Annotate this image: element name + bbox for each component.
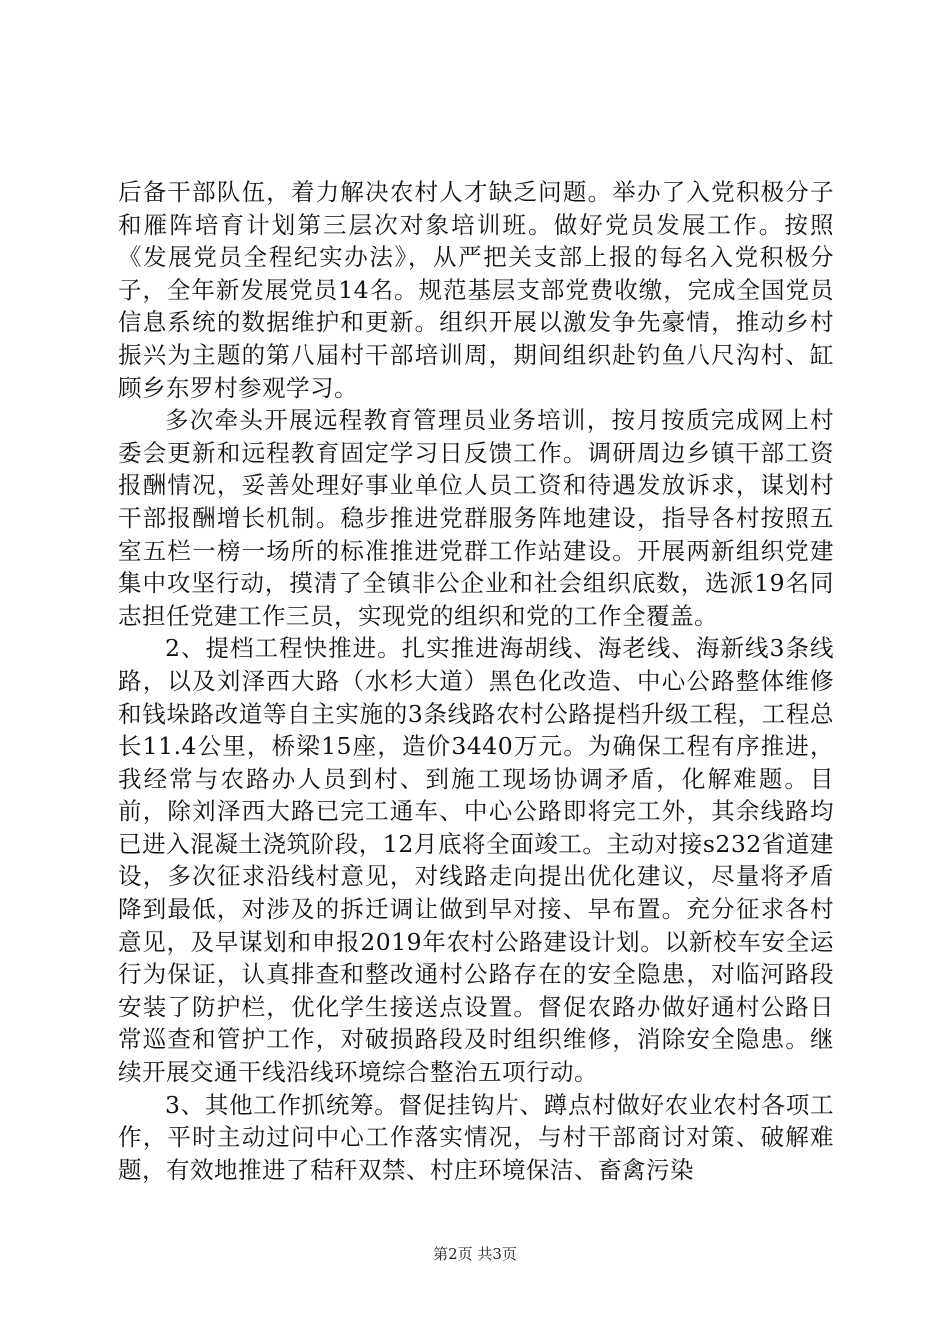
document-body	[118, 176, 834, 1186]
paragraph-3: 2、提档工程快推进。扎实推进海胡线、海老线、海新线3条线路，以及刘泽西大路（水杉大道）黑色化改造、中心公路整体维修和钱垛路改道等自主实施的3条线路农村公路提档升级工程，工程总长11.4公里，桥梁15座，造价3440万元。为确保工程有序推进，我经常与农路办人员到村、到施工现场协调矛盾，化解难题。目前，除刘泽西大路已完工通车、中心公路即将完工外，其余线路均已进入混凝土浇筑阶段，12月底将全面竣工。主动对接s232省道建设，多次征求沿线村意见，对线路走向提出优化建议，尽量将矛盾降到最低，对涉及的拆迁调让做到早对接、早布置。充分征求各村意见，及早谋划和申报2019年农村公路建设计划。以新校车安全运行为保证，认真排查和整改通村公路存在的安全隐患，对临河路段安装了防护栏，优化学生接送点设置。督促农路办做好通村公路日常巡查和管护工作，对破损路段及时组织维修，消除安全隐患。继续开展交通干线沿线环境综合整治五项行动。	[118, 634, 834, 1087]
paragraph-2: 多次牵头开展远程教育管理员业务培训，按月按质完成网上村委会更新和远程教育固定学习日反馈工作。调研周边乡镇干部工资报酬情况，妥善处理好事业单位人员工资和待遇发放诉求，谋划村干部报酬增长机制。稳步推进党群服务阵地建设，指导各村按照五室五栏一榜一场所的标准推进党群工作站建设。开展两新组织党建集中攻坚行动，摸清了全镇非公企业和社会组织底数，选派19名同志担任党建工作三员，实现党的组织和党的工作全覆盖。	[118, 406, 834, 630]
page-number-footer: 第2页 共3页	[433, 1245, 517, 1263]
paragraph-1: 后备干部队伍，着力解决农村人才缺乏问题。举办了入党积极分子和雁阵培育计划第三层次对象培训班。做好党员发展工作。按照《发展党员全程纪实办法》，从严把关支部上报的每名入党积极分子，全年新发展党员14名。规范基层支部党费收缴，完成全国党员信息系统的数据维护和更新。组织开展以激发争先豪情，推动乡村振兴为主题的第八届村干部培训周，期间组织赴钓鱼八尺沟村、缸顾乡东罗村参观学习。	[118, 178, 834, 402]
paragraph-4: 3、其他工作抓统筹。督促挂钩片、蹲点村做好农业农村各项工作，平时主动过问中心工作落实情况，与村干部商讨对策、破解难题，有效地推进了秸秆双禁、村庄环境保洁、畜禽污染	[118, 1090, 834, 1184]
